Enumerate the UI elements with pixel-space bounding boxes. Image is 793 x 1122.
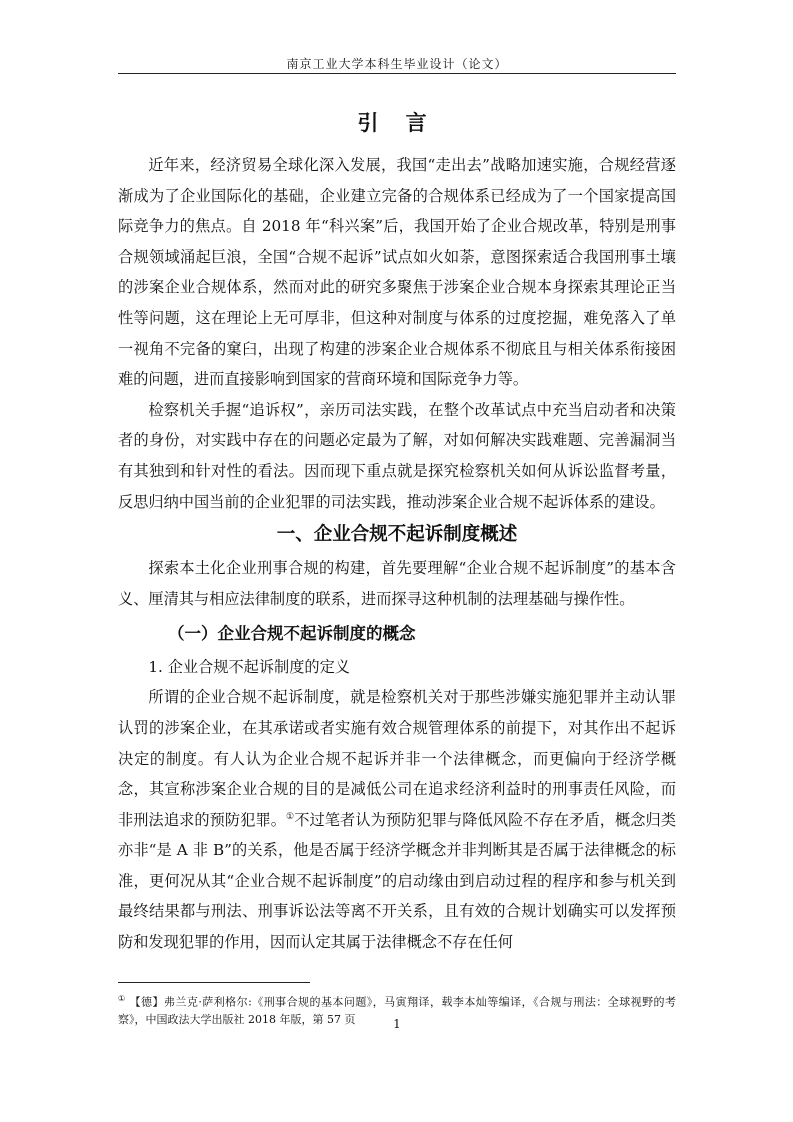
subsection-title: （一）企业合规不起诉制度的概念	[168, 624, 416, 644]
item-title: 1. 企业合规不起诉制度的定义	[148, 658, 350, 677]
running-header: 南京工业大学本科生毕业设计（论文）	[286, 57, 508, 71]
definition-paragraph	[118, 682, 676, 957]
footnote-text: 【德】弗兰克·萨利格尔:《刑事合规的基本问题》，马寅翔译，载李本灿等编译，《合规与刑法：全球视野的考察》，中国政法大学出版社 2018 年版，第 57 页	[118, 995, 677, 1026]
footnote-rule	[118, 982, 310, 983]
footnote-reference[interactable]: ①	[286, 811, 295, 822]
intro-paragraph-1: 近年来，经济贸易全球化深入发展，我国“走出去”战略加速实施，合规经营逐渐成为了企业国际化的基础，企业建立完备的合规体系已经成为了一个国家提高国际竞争力的焦点。自 2018 年“科兴案”后，我国开始了企业合规改革，特别是刑事合规领域涌起巨浪，全国“合规不起诉”试点如火如荼，意图探索适合我国刑事土壤的涉案企业合规体系，然而对此的研究多聚焦于涉案企业合规本身探索其理论正当性等问题，这在理论上无可厚非，但这种对制度与体系的过度挖掘，难免落入了单一视角不完备的窠臼，出现了构建的涉案企业合规体系不彻底且与相关体系衔接困难的问题，进而直接影响到国家的营商环境和国际竞争力等。	[118, 156, 676, 389]
definition-text-before: 所谓的企业合规不起诉制度，就是检察机关对于那些涉嫌实施犯罪并主动认罪认罚的涉案企业，在其承诺或者实施有效合规管理体系的前提下，对其作出不起诉决定的制度。有人认为企业合规不起诉并非一个法律概念，而更偏向于经济学概念，其宣称涉案企业合规的目的是减低公司在追求经济利益时的刑事责任风险，而非刑法追求的预防犯罪。	[118, 688, 676, 829]
page-number: 1	[393, 1017, 401, 1031]
chapter-title: 引 言	[357, 110, 437, 135]
header-rule	[118, 73, 676, 74]
section-intro-paragraph: 探索本土化企业刑事合规的构建，首先要理解“企业合规不起诉制度”的基本含义、厘清其与相应法律制度的联系，进而探寻这种机制的法理基础与操作性。	[118, 559, 676, 608]
intro-paragraph-2: 检察机关手握“追诉权”，亲历司法实践，在整个改革试点中充当启动者和决策者的身份，对实践中存在的问题必定最为了解，对如何解决实践难题、完善漏洞当有其独到和针对性的看法。因而现下重点就是探究检察机关如何从诉讼监督考量，反思归纳中国当前的企业犯罪的司法实践，推动涉案企业合规不起诉体系的建设。	[118, 400, 676, 511]
definition-text-after: 不过笔者认为预防犯罪与降低风险不存在矛盾，概念归类亦非“是 A 非 B”的关系，他是否属于经济学概念并非判断其是否属于法律概念的标准，更何况从其“企业合规不起诉制度”的启动缘由到启动过程的程序和参与机关到最终结果都与刑法、刑事诉讼法等离不开关系，且有效的合规计划确实可以发挥预防和发现犯罪的作用，因而认定其属于法律概念不存在任何	[118, 810, 677, 952]
page-body	[118, 100, 676, 958]
footnote-marker: ①	[118, 994, 126, 1003]
section-title: 一、企业合规不起诉制度概述	[276, 524, 518, 546]
